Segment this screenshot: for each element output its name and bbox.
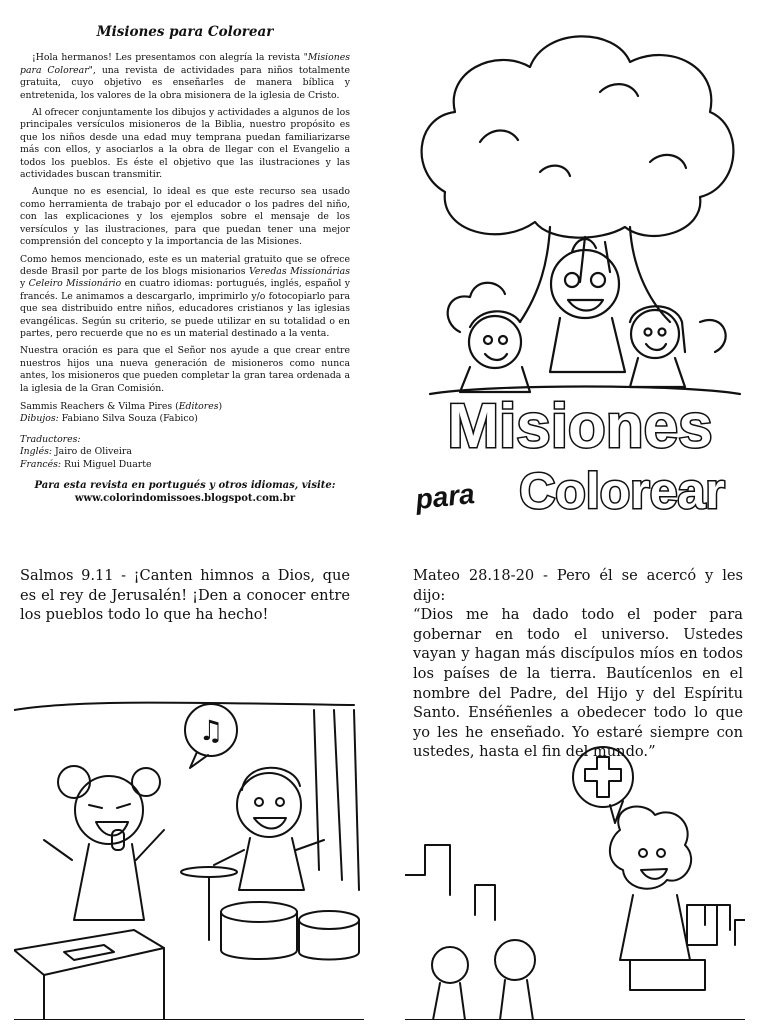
cover-word-colorear: Colorear: [519, 463, 725, 519]
credit-editors: Sammis Reachers & Vilma Pires (Editores): [20, 400, 223, 412]
credit-english: Inglés: Jairo de Oliveira: [20, 446, 132, 458]
intro-paragraph-5: Nuestra oración es para que el Señor nos ayude a que crear entre nuestros hijos una nueva generación de misioneros como nunca antes, los misioneros que pueden completar la gran tarea ordenada a la iglesia de la Gran Comisión.: [20, 345, 350, 394]
paper-sheet: [687, 905, 717, 945]
illustration-singing-kids: [14, 690, 364, 1020]
verse-mateo: [413, 566, 743, 762]
cover-illustration: [400, 22, 760, 522]
tree-canopy: [422, 36, 734, 237]
visit-info: [20, 479, 350, 505]
verse-mateo-quote: “Dios me ha dado todo el poder para gobernar en todo el universo. Ustedes vayan y hagan más discípulos míos en todos los países de la tierra. Bautícenlos en el nombre del Padre, del Hijo y del Espíritu Santo. Enséñenles a obedecer todo lo que yo les he enseñado. Yo estaré siempre con ustedes, hasta el fin del mundo.”: [413, 606, 743, 761]
drum-right: [299, 911, 359, 929]
kid-center-head: [551, 250, 619, 318]
credit-drawings: Dibujos: Fabiano Silva Souza (Fabico): [20, 413, 198, 425]
intro-paragraph-2: Al ofrecer conjuntamente los dibujos y actividades a algunos de los principales versículos misioneros de la Biblia, nuestro propósito es que los niños desde una edad muy temprana puedan familiarizarse más con ellos, y asociarlos a la obra de llegar con el Evangelio a todos los pueblos. Es éste el objetivo que las ilustraciones y las actividades buscan transmitir.: [20, 107, 350, 181]
music-note-icon: ♫: [198, 714, 224, 747]
credit-french: Francés: Rui Miguel Duarte: [20, 458, 152, 470]
kid-small-1: [432, 947, 468, 983]
drum-left: [221, 902, 297, 922]
intro-title: Misiones para Colorear: [96, 24, 274, 40]
intro-column: [20, 26, 350, 505]
credits: [20, 401, 350, 472]
cross-icon: [585, 757, 621, 797]
kid-small-2: [495, 940, 535, 980]
visit-url-link[interactable]: www.colorindomissoes.blogspot.com.br: [74, 493, 296, 505]
intro-paragraph-3: Aunque no es esencial, lo ideal es que este recurso sea usado como herramienta de trabajo por el educador o los padres del niño, con las explicaciones y los ejemplos sobre el mensaje de los versículos y las ilustraciones, para que puedan tener una mejor comprensión del concepto y la importancia de las Misiones.: [20, 186, 350, 248]
verse-mateo-ref: Mateo 28.18-20 - Pero él se acercó y les dijo:: [413, 567, 743, 604]
visit-line: Para esta revista en portugués y otros idiomas, visite:: [34, 480, 336, 492]
cover-word-para: para: [413, 478, 477, 516]
credit-translators-label: Traductores:: [20, 433, 81, 445]
cover-art: [400, 22, 760, 522]
kid-hair: [610, 807, 691, 889]
cover-word-misiones: Misiones: [447, 392, 713, 461]
illustration-preaching-kid: [405, 745, 745, 1020]
intro-paragraph-4: Como hemos mencionado, este es un material gratuito que se ofrece desde Brasil por parte de los blogs misionarios Veredas Missionárias y Celeiro Missionário en cuatro idiomas: portugués, inglés, español y francés. Le animamos a descargarlo, imprimirlo y/o fotocopiarlo para que sea distribuido entre niños, educadores cristianos y las iglesias evangélicas. Según su criterio, se puede utilizar en su totalidad o en partes, pero recuerde que no es un material destinado a la venta.: [20, 253, 350, 339]
intro-paragraph-1: ¡Hola hermanos! Les presentamos con alegría la revista "Misiones para Colorear", una revista de actividades para niños totalmente gratuita, cuyo objetivo es enseñarles de manera bíblica y entretenida, los valores de la obra misionera de la iglesia de Cristo.: [20, 52, 350, 101]
verse-salmos: Salmos 9.11 - ¡Canten himnos a Dios, que es el rey de Jerusalén! ¡Den a conocer entre los pueblos todo lo que ha hecho!: [20, 567, 350, 624]
